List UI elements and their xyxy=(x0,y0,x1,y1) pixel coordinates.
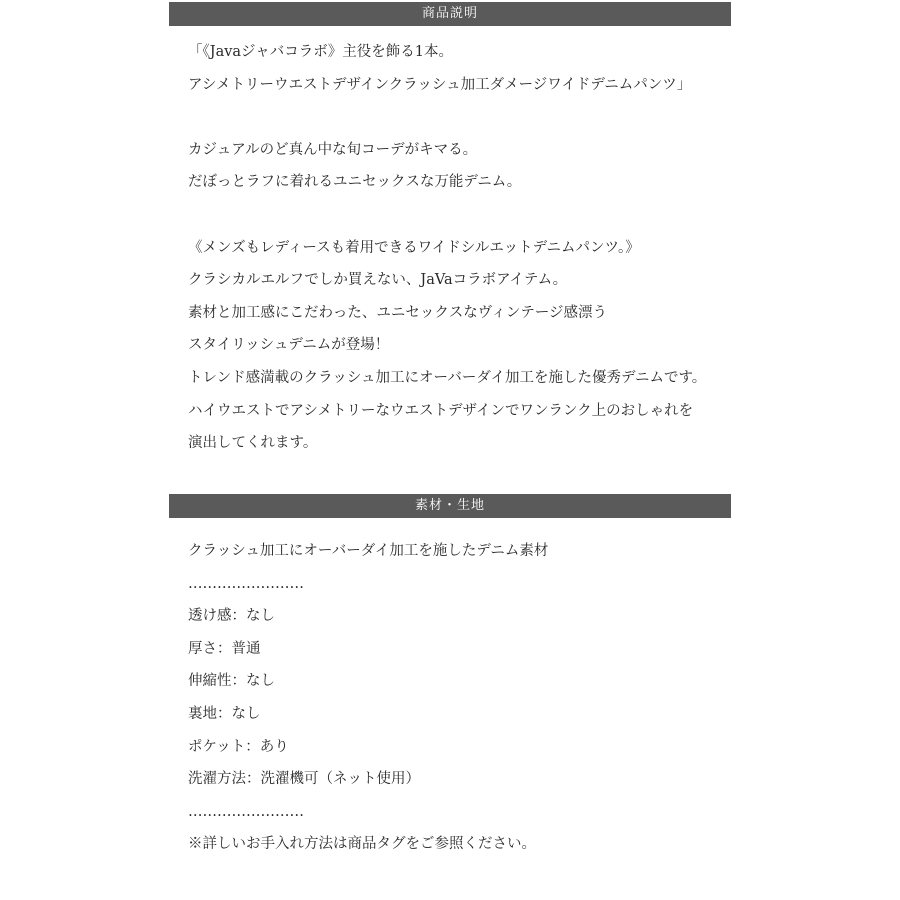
material-text xyxy=(188,535,728,861)
description-line: カジュアルのど真ん中な旬コーデがキマる。 xyxy=(188,141,478,158)
material-line: クラッシュ加工にオーバーダイ加工を施したデニム素材 xyxy=(188,543,549,559)
material-line: ポケット：あり xyxy=(188,738,289,755)
material-line: 伸縮性：なし xyxy=(188,673,275,690)
material-line: 洗濯方法：洗濯機可（ネット使用） xyxy=(188,771,420,788)
dotted-divider: …………………… xyxy=(188,575,304,592)
description-line: 《メンズもレディースも着用できるワイドシルエットデニムパンツ。》 xyxy=(188,239,640,256)
description-line: クラシカルエルフでしか買えない、JaVaコラボアイテム。 xyxy=(188,272,568,289)
description-line: トレンド感満載のクラッシュ加工にオーバーダイ加工を施した優秀デニムです。 xyxy=(188,369,707,386)
description-header: 商品説明 xyxy=(169,2,731,26)
description-line: だぼっとラフに着れるユニセックスな万能デニム。 xyxy=(188,174,522,191)
description-line: ハイウエストでアシメトリーなウエストデザインでワンランク上のおしゃれを xyxy=(188,402,694,419)
care-note: ※詳しいお手入れ方法は商品タグをご参照ください。 xyxy=(188,836,536,853)
blank-line xyxy=(188,199,728,232)
description-line: アシメトリーウエストデザインクラッシュ加工ダメージワイドデニムパンツ」 xyxy=(188,76,692,93)
description-line: 素材と加工感にこだわった、ユニセックスなヴィンテージ感漂う xyxy=(188,304,608,321)
description-line: スタイリッシュデニムが登場！ xyxy=(188,337,390,354)
material-line: 裏地：なし xyxy=(188,705,261,722)
material-line: 厚さ：普通 xyxy=(188,640,261,657)
description-line: 「《Javaジャバコラボ》主役を飾る1本。 xyxy=(188,44,453,60)
blank-line xyxy=(188,101,728,134)
description-line: 演出してくれます。 xyxy=(188,435,318,452)
dotted-divider: …………………… xyxy=(188,803,304,820)
material-line: 透け感：なし xyxy=(188,608,275,625)
material-header: 素材・生地 xyxy=(169,494,731,518)
description-text xyxy=(188,36,728,460)
